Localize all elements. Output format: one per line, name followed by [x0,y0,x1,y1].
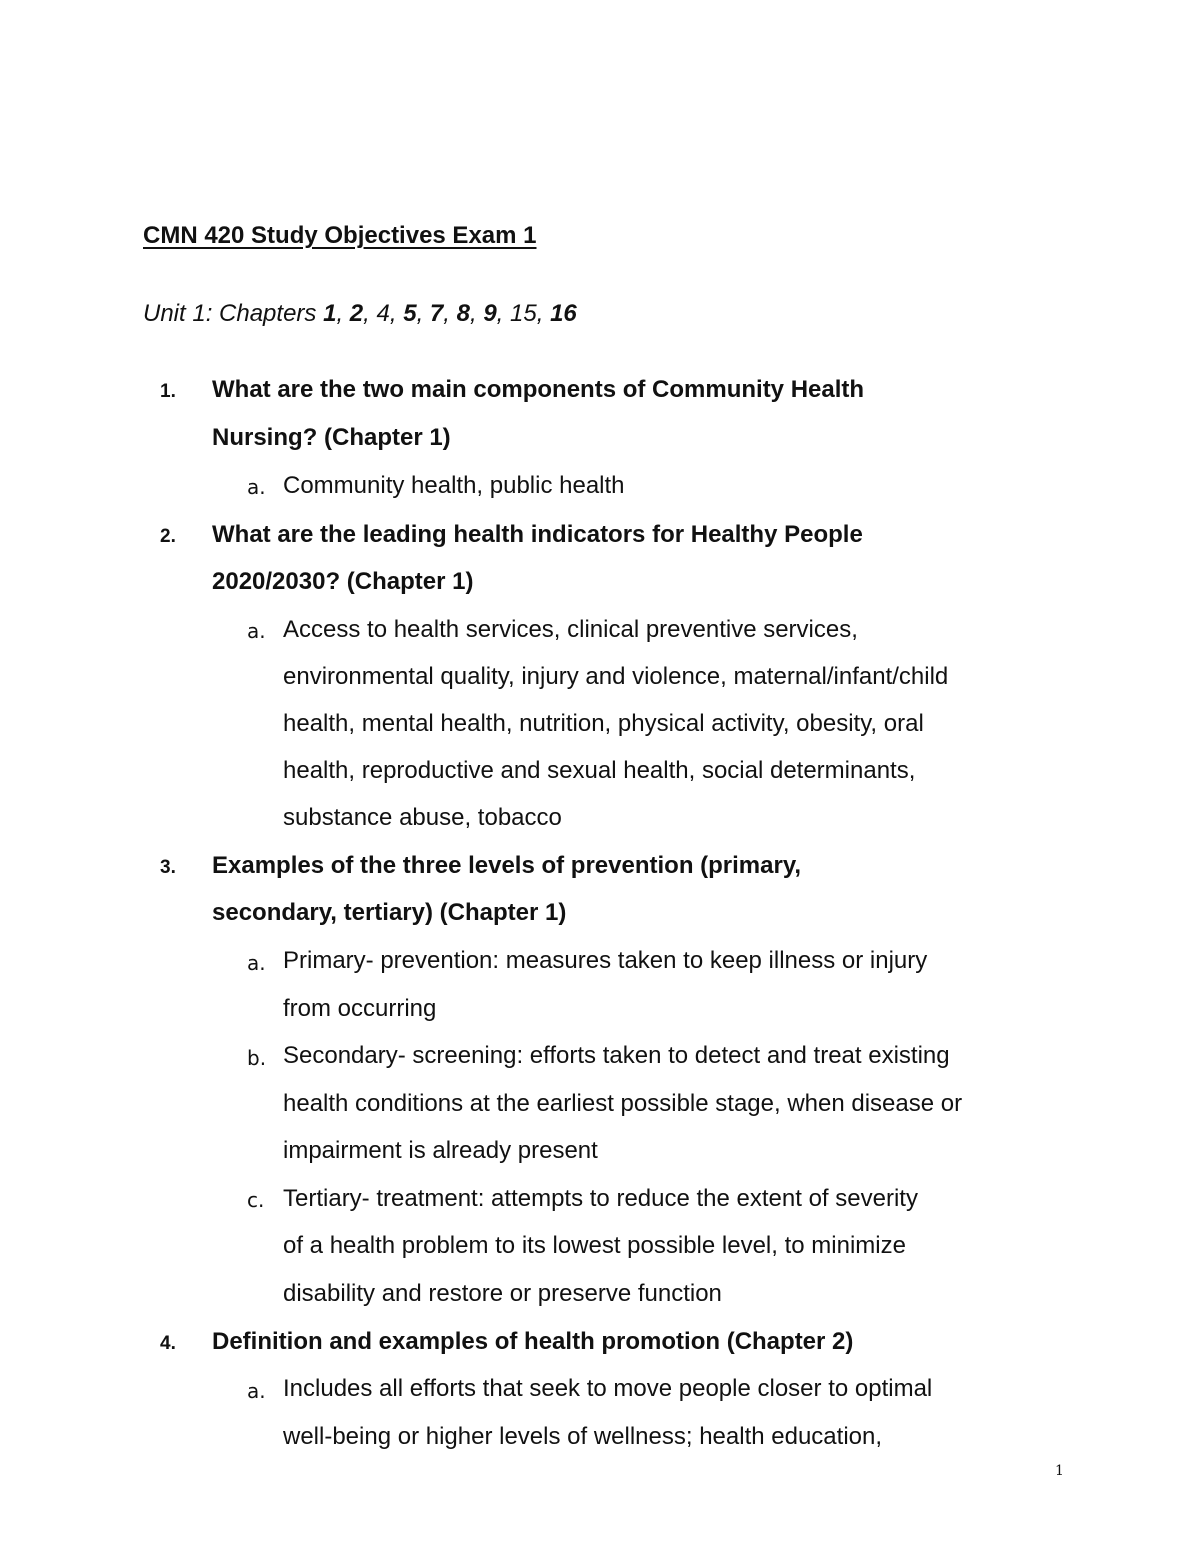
question-text: What are the leading health indicators for Healthy People [212,521,863,548]
chapter-5: 5 [403,300,417,327]
separator: , [536,300,551,327]
question-text: secondary, tertiary) (Chapter 1) [212,899,567,926]
question-text: Nursing? (Chapter 1) [212,424,451,451]
question-number: 4. [160,1333,176,1354]
answer-letter: a. [247,1379,266,1403]
chapter-8: 8 [456,300,470,327]
answer-text: disability and restore or preserve function [283,1280,722,1307]
question-number: 1. [160,381,176,402]
separator: , [416,300,430,327]
answer-text: environmental quality, injury and violence, maternal/infant/child [283,663,949,690]
question-text: 2020/2030? (Chapter 1) [212,568,474,595]
answer-letter: b. [247,1046,267,1070]
separator: , [443,300,457,327]
answer-text: impairment is already present [283,1137,598,1164]
answer-letter: c. [247,1188,265,1212]
separator: , [469,300,484,327]
chapter-1: 1 [323,300,337,327]
question-number: 3. [160,857,176,878]
page-number: 1 [1055,1463,1064,1479]
answer-text: of a health problem to its lowest possible level, to minimize [283,1232,906,1259]
chapter-7: 7 [429,300,444,327]
answer-text: well-being or higher levels of wellness; health education, [283,1423,883,1450]
unit-subtitle [143,300,577,328]
separator: , [389,300,404,327]
separator: , [336,300,350,327]
chapter-16: 16 [550,300,577,327]
document-title: CMN 420 Study Objectives Exam 1 [143,222,537,249]
question-text: What are the two main components of Community Health [212,376,865,403]
question-text: Definition and examples of health promotion (Chapter 2) [212,1328,854,1355]
unit-prefix: Unit 1: Chapters [143,300,324,327]
question-text: Examples of the three levels of prevention (primary, [212,852,802,879]
answer-text: Primary- prevention: measures taken to keep illness or injury [283,947,928,974]
answer-text: Community health, public health [283,472,625,499]
answer-text: Access to health services, clinical preventive services, [283,616,858,643]
answer-text: health, mental health, nutrition, physical activity, obesity, oral [283,710,924,737]
answer-text: from occurring [283,995,437,1022]
answer-letter: a. [247,475,266,499]
chapter-2: 2 [349,300,364,327]
chapter-9: 9 [483,300,497,327]
answer-letter: a. [247,951,266,975]
answer-text: Includes all efforts that seek to move people closer to optimal [283,1375,933,1402]
separator: , [496,300,511,327]
chapter-4: 4 [376,300,390,327]
answer-letter: a. [247,619,266,643]
answer-text: Secondary- screening: efforts taken to detect and treat existing [283,1042,950,1069]
separator: , [363,300,377,327]
answer-text: health conditions at the earliest possible stage, when disease or [283,1090,963,1117]
question-number: 2. [160,526,176,547]
answer-text: health, reproductive and sexual health, social determinants, [283,757,916,784]
answer-text: substance abuse, tobacco [283,804,562,831]
chapter-15: 15 [510,300,537,327]
answer-text: Tertiary- treatment: attempts to reduce the extent of severity [283,1185,918,1212]
